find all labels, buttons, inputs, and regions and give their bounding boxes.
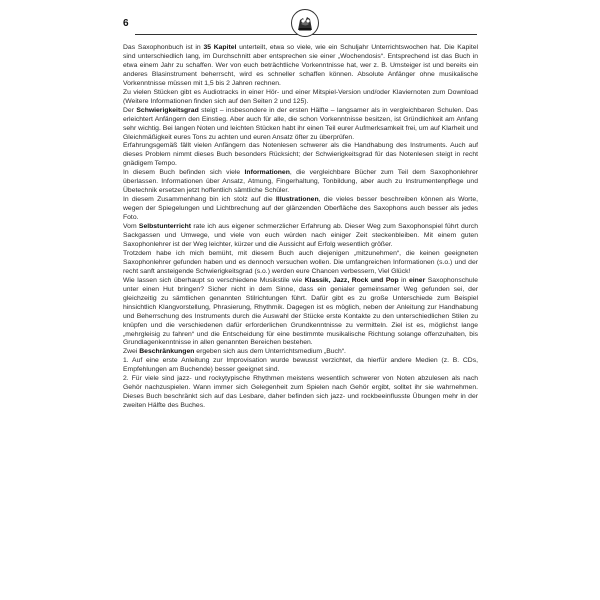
- paragraph: [123, 223, 478, 250]
- paragraph: [123, 142, 478, 169]
- text-run: Der: [123, 106, 137, 114]
- paragraph: [123, 357, 478, 375]
- text-run: Wie lassen sich überhaupt so verschiedene Musikstile wie: [123, 276, 305, 284]
- text-run: , die vieles besser beschreiben können als Worte, wegen der Spiegelungen und Lichtbrechung auf der glänzenden Oberfläche des Saxophons auch besser als jedes Foto.: [123, 196, 478, 222]
- bold-term: Klassik, Jazz, Rock und Pop: [304, 276, 399, 284]
- paragraph: [123, 169, 478, 196]
- paragraph: [123, 277, 478, 349]
- bold-term: Beschränkungen: [139, 348, 195, 356]
- paragraph: [123, 250, 478, 277]
- paragraph: [123, 107, 478, 143]
- paragraph: [123, 375, 478, 411]
- paragraph: [123, 44, 478, 89]
- text-run: In diesem Zusammenhang bin ich stolz auf die: [123, 196, 276, 204]
- text-run: Zwei: [123, 348, 140, 356]
- text-run: in: [398, 276, 409, 284]
- bold-term: Informationen: [244, 169, 290, 177]
- text-run: ergeben sich aus dem Unterrichtsmedium „Buch“.: [194, 348, 346, 356]
- text-run: , die vergleichbare Bücher zum Teil dem Saxophonlehrer überlassen. Informationen über Ansatz, Atmung, Fingerhaltung, Tonbildung, aber auch zu Instrumentenpflege und Übetechnik ersetzen jetzt hoffentlich sämtliche Schüler.: [123, 169, 478, 195]
- emblem-icon: [290, 8, 320, 38]
- text-run: unterteilt, etwa so viele, wie ein Schuljahr Unterrichtswochen hat. Die Kapitel sind unterschiedlich lang, im Durchschnitt aber entsprechen sie einer „Wochendosis“. Entsprechend ist das Buch in etwa einem Jahr zu schaffen. Wer von euch beträchtliche Vorkenntnisse hat, wer z. B. Umsteiger ist und bereits ein anderes Blasinstrument beherrscht, wird es schneller schaffen können. Absolute Anfänger ohne musikalische Vorkenntnisse müssen mit 1,5 bis 2 Jahren rechnen.: [123, 44, 478, 87]
- text-run: Saxophonschule unter einen Hut bringen? Sicher nicht in dem Sinne, dass ein genialer gemeinsamer Weg gefunden sei, der gleichzeitig zu sämtlichen genannten Stilrichtungen führt. Dafür gibt es zu große Unterschiede zum Beispiel hinsichtlich Klangvorstellung, Phrasierung, Rhythmik. Dagegen ist es möglich, neben der Anleitung zur Handhabung und Beherrschung des Instruments durch die Auswahl der Stücke erste Kontakte zu den unterschiedlichen Stilen zu knüpfen und die verschiedenen dafür erforderlichen Grundkenntnisse zu vermitteln. Ziel ist es, möglichst lange „mehrgleisig zu fahren“ und die Entscheidung für eine bestimmte musikalische Richtung solange offenzuhalten, bis Grundlagenkenntnisse in allen genannten Bereichen bestehen.: [123, 276, 478, 347]
- text-run: 2. Für viele sind jazz- und rockytypische Rhythmen meistens wesentlich schwerer von Noten abzulesen als nach Gehör nachzuspielen. Wann immer sich Gelegenheit zum Spielen nach Gehör ergibt, solltet ihr sie wahrnehmen. Dieses Buch beschränkt sich auf das Lesbare, daher befinden sich jazz- und rockbeeinflusste Übungen mehr in der zweiten Hälfte des Buches.: [123, 375, 478, 410]
- page-number: 6: [123, 18, 129, 29]
- text-run: Zu vielen Stücken gibt es Audiotracks in einer Hör- und einer Mitspiel-Version und/oder Klaviernoten zum Download (Weitere Informationen finden sich auf den Seiten 2 und 125).: [123, 88, 478, 105]
- text-run: Trotzdem habe ich mich bemüht, mit diesem Buch auch diejenigen „mitzunehmen“, die keinen geeigneten Saxophonlehrer gefunden haben und es dennoch versuchen wollen. Die umfangreichen Informationen (s.o.) und der recht sanft ansteigende Schwierigkeitsgrad (s.o.) werden eure Chancen verbessern, Viel Glück!: [123, 249, 478, 275]
- page-header: [123, 6, 477, 46]
- paragraph: [123, 196, 478, 223]
- bold-term: Selbstunterricht: [138, 223, 192, 231]
- paragraph: [123, 89, 478, 107]
- text-run: Erfahrungsgemäß fällt vielen Anfängern das Notenlesen schwerer als die Handhabung des Instruments. Auch auf dieses Problem nimmt dieses Buch besonders Rücksicht; der Schwierigkeitsgrad für das Notenlesen steigt in recht gnädigem Tempo.: [123, 142, 478, 168]
- bold-term: Illustrationen: [275, 196, 319, 204]
- text-run: Das Saxophonbuch ist in: [123, 44, 204, 51]
- body-text: [123, 44, 478, 411]
- text-run: 1. Auf eine erste Anleitung zur Improvisation wurde bewusst verzichtet, da hierfür andere Medien (z. B. CDs, Empfehlungen am Buchende) besser geeignet sind.: [123, 357, 478, 374]
- paragraph: [123, 348, 478, 357]
- bold-term: Schwierigkeitsgrad: [136, 106, 199, 114]
- text-run: rate ich aus eigener schmerzlicher Erfahrung ab. Dieser Weg zum Saxophonspiel führt durch Sackgassen und Umwege, und viele von euch würden nach einiger Zeit steckenbleiben. Mit einem guten Saxophonlehrer ist der Weg leichter, kürzer und die Aussicht auf Erfolg wesentlich größer.: [123, 223, 478, 248]
- bold-term: einer: [408, 276, 426, 284]
- text-run: steigt – insbesondere in der ersten Hälfte – langsamer als in vergleichbaren Schulen. Das erleichtert Anfängern den Einstieg. Aber auch für alle, die schon Vorkenntnisse besitzen, ist Gründlichkeit am Anfang sehr wichtig. Bei langen Noten und leichten Stücken habt ihr einen Teil eurer Aufmerksamkeit frei, um auf Klarheit und Gleichmäßigkeit eures Tons zu achten und euren Ansatz öfter zu überprüfen.: [123, 106, 478, 141]
- text-run: In diesem Buch befinden sich viele: [123, 169, 245, 177]
- text-run: Vom: [123, 223, 139, 231]
- bold-term: 35 Kapitel: [203, 44, 237, 51]
